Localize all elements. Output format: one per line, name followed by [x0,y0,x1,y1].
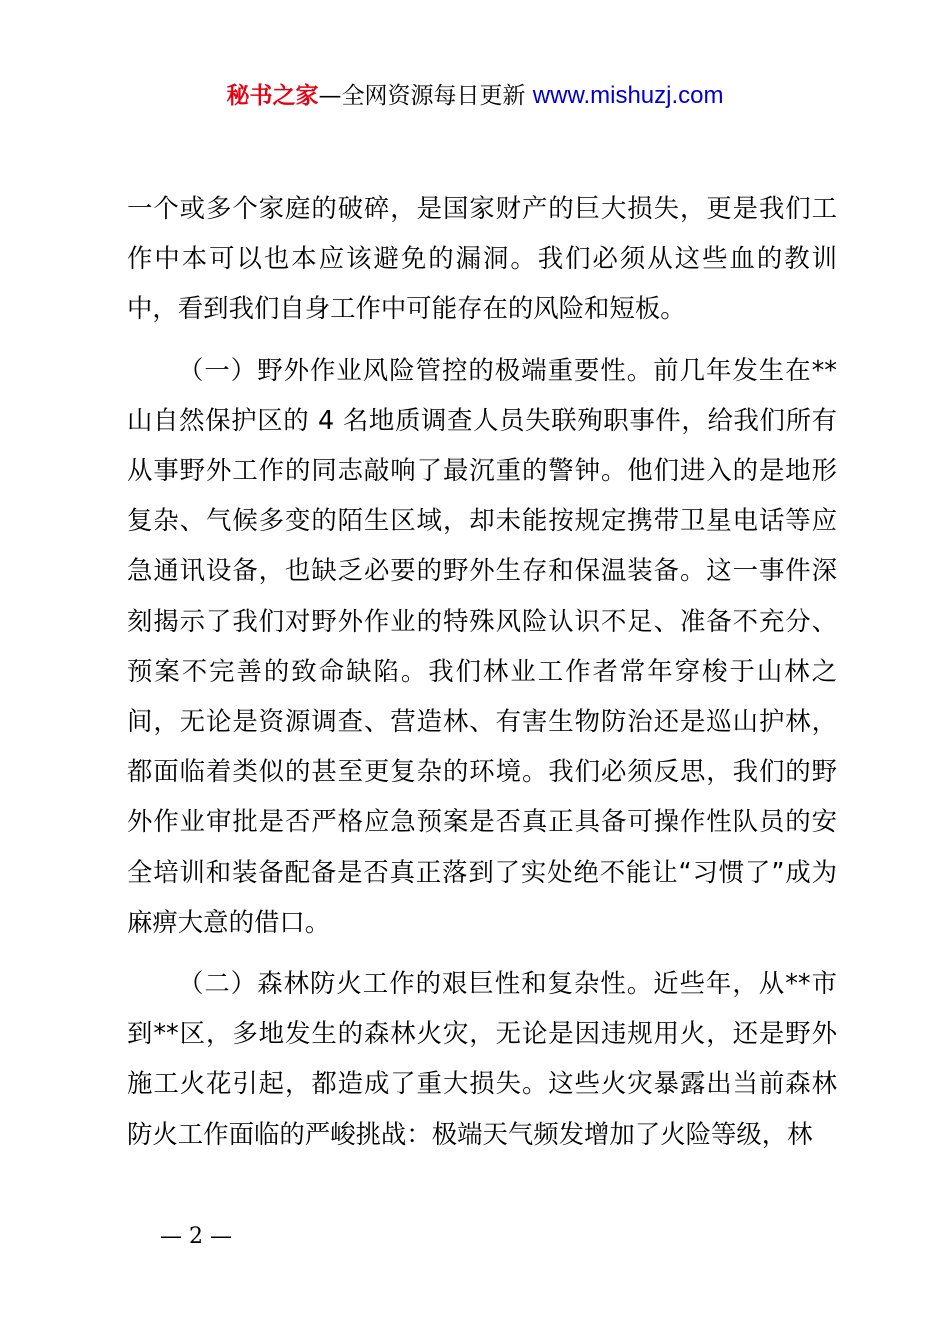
brand-name: 秘书之家 [226,83,319,109]
site-header [0,78,950,114]
paragraph-field-risk: （一）野外作业风险管控的极端重要性。前几年发生在**山自然保护区的 4 名地质调查人员失联殉职事件，给我们所有从事野外工作的同志敲响了最沉重的警钟。他们进入的是地形复杂、气候多变的陌生区域，却未能按规定携带卫星电话等应急通讯设备，也缺乏必要的野外生存和保温装备。这一事件深刻揭示了我们对野外作业的特殊风险认识不足、准备不充分、预案不完善的致命缺陷。我们林业工作者常年穿梭于山林之间，无论是资源调查、营造林、有害生物防治还是巡山护林，都面临着类似的甚至更复杂的环境。我们必须反思，我们的野外作业审批是否严格应急预案是否真正具备可操作性队员的安全培训和装备配备是否真正落到了实处绝不能让“习惯了”成为麻痹大意的借口。 [127,354,837,937]
header-tagline: —全网资源每日更新 [318,83,533,109]
paragraph-fire-prevention: （二）森林防火工作的艰巨性和复杂性。近些年，从**市到**区，多地发生的森林火灾，无论是因违规用火，还是野外施工火花引起，都造成了重大损失。这些火灾暴露出当前森林防火工作面临的严峻挑战：极端天气频发增加了火险等级，林 [127,968,837,1149]
page-number: — 2 — [160,1224,232,1249]
document-body [127,183,837,1159]
site-url-link[interactable]: www.mishuzj.com [532,82,724,109]
paragraph-continuation: 一个或多个家庭的破碎，是国家财产的巨大损失，更是我们工作中本可以也本应该避免的漏洞。我们必须从这些血的教训中，看到我们自身工作中可能存在的风险和短板。 [127,193,837,324]
